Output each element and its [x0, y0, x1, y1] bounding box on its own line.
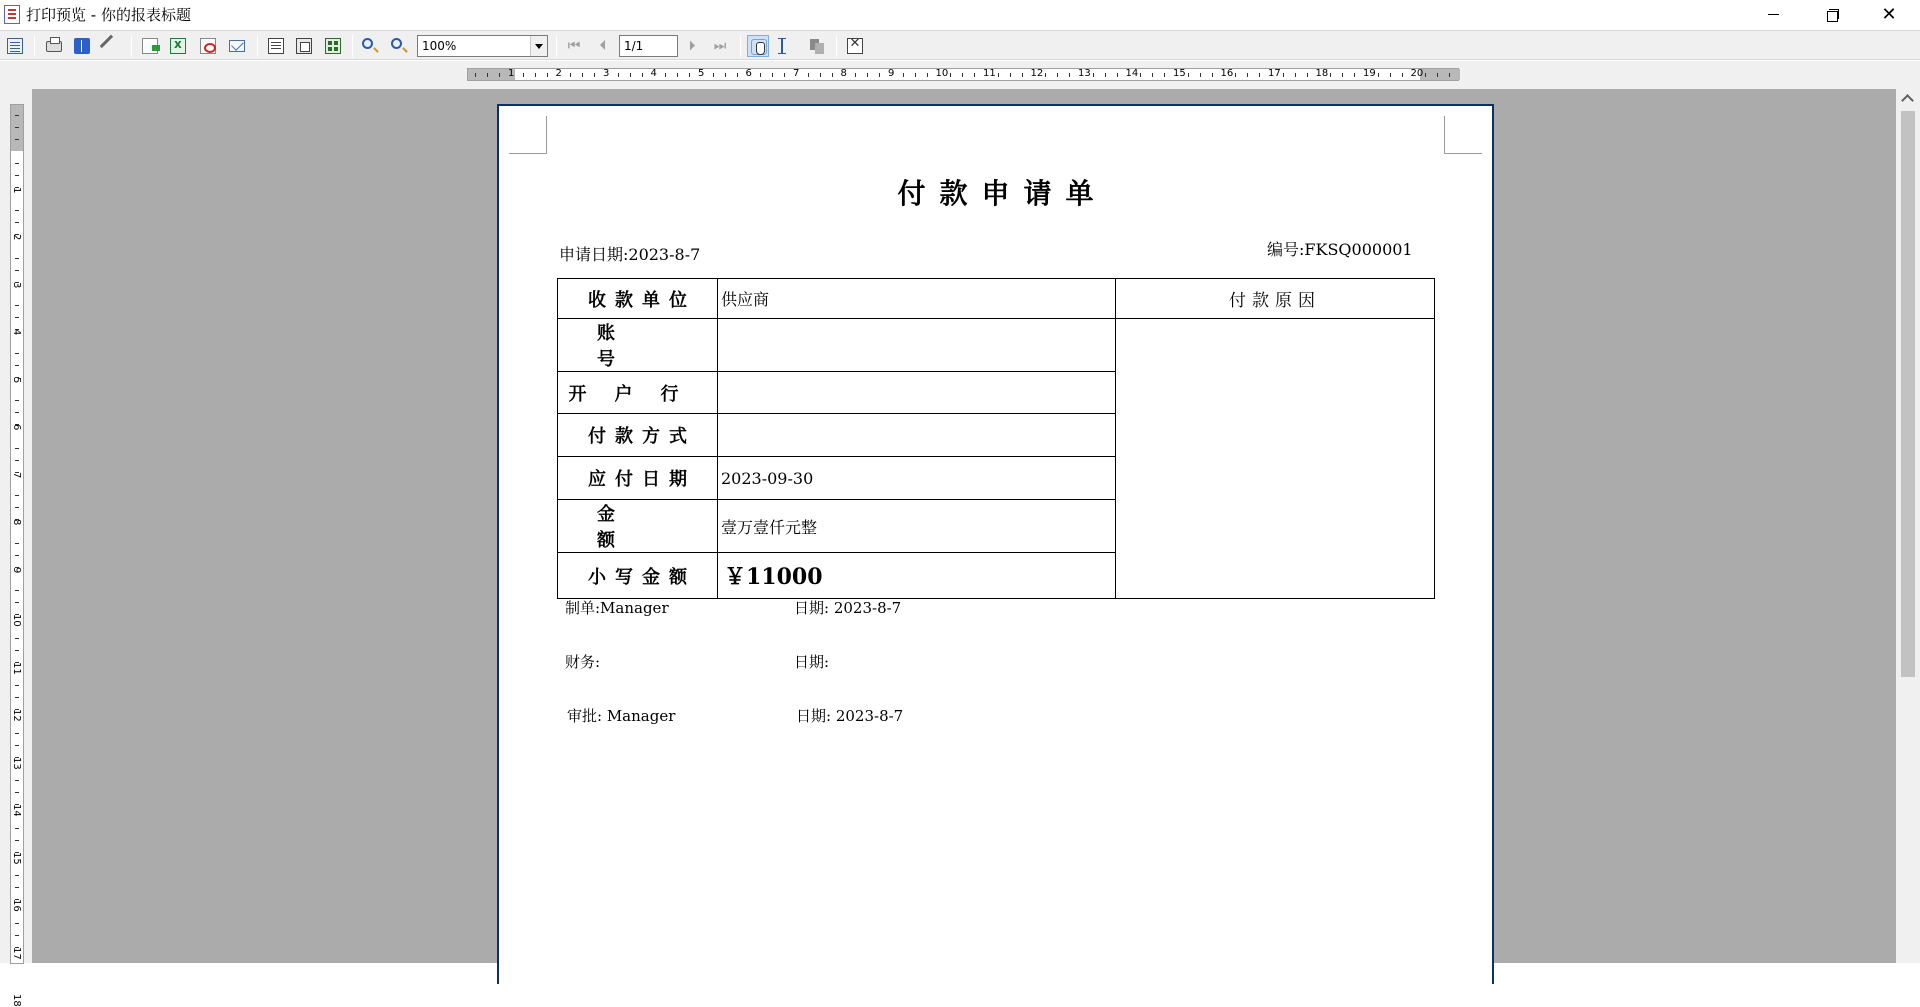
ruler-tick: [1307, 73, 1308, 77]
row-value: 壹万壹仟元整: [718, 500, 1116, 553]
ruler-tick: [1105, 73, 1106, 77]
ruler-tick: [15, 460, 19, 461]
ruler-tick: [594, 73, 595, 77]
ruler-tick: [547, 73, 548, 77]
book-button[interactable]: [71, 35, 93, 57]
book-icon: [74, 38, 90, 54]
ruler-tick: [820, 73, 821, 77]
ruler-label: 4: [11, 329, 22, 336]
copy-icon: [809, 38, 825, 54]
zoom-in-icon: [362, 38, 373, 49]
row-label: 付款方式: [558, 414, 718, 457]
ruler-label: 3: [11, 281, 22, 288]
ruler-label: 7: [11, 471, 22, 478]
vertical-scrollbar[interactable]: [1896, 89, 1920, 963]
zoom-select[interactable]: [417, 35, 548, 57]
ruler-label: 3: [603, 68, 610, 79]
print-icon: [46, 41, 62, 52]
chevron-down-icon[interactable]: [530, 36, 547, 56]
copy-button[interactable]: [806, 35, 828, 57]
ruler-label: 10: [935, 68, 949, 79]
ruler-tick: [15, 745, 19, 746]
single-page-button[interactable]: [265, 35, 287, 57]
ruler-tick: [1093, 73, 1094, 77]
toolbar-separator: [34, 35, 35, 57]
ruler-tick: [15, 685, 19, 686]
ruler-tick: [15, 875, 19, 876]
multi-page-icon: [325, 38, 341, 54]
ruler-tick: [1117, 73, 1118, 77]
toolbar-separator: [131, 35, 132, 57]
ruler-tick: [1235, 73, 1236, 77]
page-view-button[interactable]: [293, 35, 315, 57]
ruler-tick: [713, 73, 714, 77]
text-select-button[interactable]: [778, 35, 800, 57]
ruler-label: 16: [1220, 68, 1234, 79]
ruler-tick: [499, 73, 500, 77]
ruler-tick: [15, 650, 19, 651]
last-page-button[interactable]: [709, 35, 731, 57]
ruler-tick: [1188, 73, 1189, 77]
ruler-label: 9: [11, 566, 22, 573]
zoom-in-button[interactable]: [359, 35, 381, 57]
mail-icon: [229, 40, 245, 52]
report-page: [497, 104, 1494, 984]
ruler-tick: [974, 73, 975, 77]
prev-page-icon: ⏴: [599, 38, 607, 54]
ruler-label: 8: [11, 519, 22, 526]
ruler-tick: [1425, 73, 1426, 77]
ruler-tick: [665, 73, 666, 77]
scroll-up-icon[interactable]: [1901, 92, 1915, 106]
zoom-out-button[interactable]: [388, 35, 410, 57]
ruler-label: 6: [11, 424, 22, 431]
ruler-tick: [15, 555, 19, 556]
toolbar-separator: [352, 35, 353, 57]
excel-icon: [170, 38, 186, 54]
ruler-label: 18: [11, 994, 22, 1007]
ruler-tick: [630, 73, 631, 77]
reason-header: 付款原因: [1116, 279, 1435, 319]
ruler-label: 2: [11, 234, 22, 241]
export-pdf-button[interactable]: [197, 35, 219, 57]
ruler-tick: [725, 73, 726, 77]
ruler-tick: [15, 210, 19, 211]
horizontal-ruler[interactable]: [467, 68, 1459, 81]
next-page-icon: ⏵: [688, 38, 696, 54]
app-icon: [4, 5, 20, 24]
ruler-tick: [535, 73, 536, 77]
finance-date: 日期:: [794, 653, 830, 671]
row-label: 金额: [558, 500, 718, 553]
ruler-tick: [15, 590, 19, 591]
ruler-tick: [1247, 73, 1248, 77]
ruler-tick: [15, 733, 19, 734]
ruler-label: 8: [840, 68, 847, 79]
page-number-input[interactable]: 1/1: [619, 35, 678, 57]
amount-figure: ￥11000: [718, 553, 1116, 599]
ruler-label: 12: [11, 709, 22, 722]
ruler-label: 15: [1173, 68, 1186, 79]
ruler-tick: [15, 258, 19, 259]
maker-signature: 制单:Manager: [565, 599, 669, 617]
ruler-tick: [15, 270, 19, 271]
toolbar-separator: [740, 35, 741, 57]
row-label: 收款单位: [558, 279, 718, 319]
single-page-icon: [268, 38, 284, 54]
ruler-label: 19: [1363, 68, 1376, 79]
ruler-tick: [855, 73, 856, 77]
ruler-tick: [1022, 73, 1023, 77]
close-preview-button[interactable]: [844, 35, 866, 57]
title-bar: [0, 0, 1920, 30]
ruler-tick: [15, 935, 19, 936]
row-value: 供应商: [718, 279, 1116, 319]
page-setup-icon: [7, 38, 23, 54]
ruler-tick: [642, 73, 643, 77]
row-label: 小写金额: [558, 553, 718, 599]
ruler-tick: [867, 73, 868, 77]
ruler-tick: [1378, 73, 1379, 77]
ruler-tick: [832, 73, 833, 77]
first-page-icon: ⏮: [567, 38, 581, 54]
ruler-tick: [1069, 73, 1070, 77]
window-title: 打印预览 - 你的报表标题: [26, 6, 191, 24]
ruler-label: 14: [1125, 68, 1139, 79]
ruler-tick: [15, 543, 19, 544]
page-view-icon: [296, 38, 312, 54]
document-number: 编号:FKSQ000001: [1267, 240, 1413, 259]
ruler-tick: [1010, 73, 1011, 77]
ruler-tick: [1295, 73, 1296, 77]
ruler-label: 5: [698, 68, 705, 79]
ruler-tick: [475, 73, 476, 77]
report-title: 付款申请单: [897, 177, 1108, 210]
ruler-tick: [1449, 73, 1450, 77]
margin-corner-mark: [509, 116, 547, 154]
row-value: [718, 319, 1116, 372]
row-value: [718, 414, 1116, 457]
row-value: 2023-09-30: [718, 457, 1116, 500]
row-label: 账号: [558, 319, 718, 372]
ruler-label: 9: [888, 68, 895, 79]
ruler-tick: [689, 73, 690, 77]
ruler-tick: [1354, 73, 1355, 77]
ruler-label: 17: [11, 946, 22, 960]
ruler-label: 10: [11, 614, 22, 627]
send-mail-button[interactable]: [226, 35, 248, 57]
row-value: [718, 372, 1116, 414]
pdf-icon: [200, 38, 216, 54]
maker-date: 日期: 2023-8-7: [794, 599, 902, 617]
vertical-ruler[interactable]: [10, 104, 24, 1007]
zoom-value: 100%: [422, 39, 457, 53]
ruler-tick: [523, 73, 524, 77]
ruler-tick: [15, 448, 19, 449]
table-row: [558, 319, 1435, 372]
next-page-button[interactable]: [681, 35, 703, 57]
print-button[interactable]: [43, 35, 65, 57]
ruler-tick: [15, 412, 19, 413]
ruler-label: 13: [1078, 68, 1091, 79]
ruler-label: 18: [1315, 68, 1329, 79]
ruler-label: 1: [508, 68, 515, 79]
ruler-tick: [1283, 73, 1284, 77]
approver-date: 日期: 2023-8-7: [796, 707, 904, 725]
ruler-tick: [784, 73, 785, 77]
export-icon: [142, 38, 158, 54]
ruler-label: 5: [11, 376, 22, 383]
ruler-label: 1: [11, 186, 22, 193]
ruler-tick: [1057, 73, 1058, 77]
ruler-tick: [1390, 73, 1391, 77]
toolbar-separator: [257, 35, 258, 57]
ruler-label: 7: [793, 68, 800, 79]
ruler-label: 2: [555, 68, 562, 79]
ruler-tick: [487, 73, 488, 77]
ruler-tick: [15, 697, 19, 698]
last-page-icon: ⏭: [713, 38, 727, 54]
ruler-tick: [1402, 73, 1403, 77]
ruler-tick: [570, 73, 571, 77]
ruler-tick: [15, 365, 19, 366]
ruler-tick: [15, 115, 19, 116]
zoom-out-icon: [391, 38, 402, 49]
ruler-tick: [808, 73, 809, 77]
approver-signature: 审批: Manager: [567, 707, 676, 725]
ruler-tick: [962, 73, 963, 77]
ruler-tick: [15, 507, 19, 508]
prev-page-button[interactable]: [592, 35, 614, 57]
ruler-tick: [15, 923, 19, 924]
toolbar: [0, 30, 1920, 60]
ruler-tick: [15, 163, 19, 164]
ruler-tick: [1259, 73, 1260, 77]
ruler-tick: [15, 317, 19, 318]
ruler-tick: [1342, 73, 1343, 77]
ruler-tick: [15, 139, 19, 140]
restore-button[interactable]: [1802, 0, 1860, 30]
ruler-tick: [1212, 73, 1213, 77]
apply-date: 申请日期:2023-8-7: [559, 245, 701, 264]
close-glyph: ✕: [849, 36, 861, 51]
ruler-label: 15: [11, 851, 22, 865]
ruler-tick: [15, 305, 19, 306]
toolbar-separator: [556, 35, 557, 57]
ruler-label: 6: [745, 68, 752, 79]
multi-page-button[interactable]: [322, 35, 344, 57]
ruler-tick: [879, 73, 880, 77]
margin-corner-mark: [1444, 116, 1482, 154]
ruler-tick: [15, 840, 19, 841]
close-preview-icon: [847, 38, 863, 54]
ruler-tick: [998, 73, 999, 77]
ruler-tick: [1045, 73, 1046, 77]
ruler-label: 20: [1410, 68, 1424, 79]
export-button[interactable]: [139, 35, 161, 57]
ruler-tick: [582, 73, 583, 77]
ruler-label: 17: [1268, 68, 1281, 79]
row-label: 应付日期: [558, 457, 718, 500]
ruler-label: 16: [11, 899, 22, 912]
ruler-tick: [677, 73, 678, 77]
ruler-label: 12: [1030, 68, 1044, 79]
toolbar-separator: [836, 35, 837, 57]
preview-canvas[interactable]: [32, 89, 1896, 963]
ruler-tick: [15, 400, 19, 401]
first-page-button[interactable]: [563, 35, 585, 57]
ruler-tick: [1200, 73, 1201, 77]
ruler-label: 4: [650, 68, 657, 79]
ruler-tick: [1164, 73, 1165, 77]
print-settings-button[interactable]: [100, 35, 122, 57]
ruler-tick: [950, 73, 951, 77]
ruler-tick: [1330, 73, 1331, 77]
page-setup-button[interactable]: [4, 35, 26, 57]
ruler-label: 11: [11, 661, 22, 675]
ruler-tick: [903, 73, 904, 77]
ruler-tick: [927, 73, 928, 77]
scrollbar-thumb[interactable]: [1901, 111, 1915, 677]
table-row: [558, 279, 1435, 319]
text-select-icon: [781, 38, 797, 54]
finance-signature: 财务:: [565, 653, 601, 671]
ruler-tick: [15, 175, 19, 176]
ruler-label: 14: [11, 804, 22, 817]
ruler-tick: [1140, 73, 1141, 77]
ruler-tick: [15, 127, 19, 128]
tools-icon: [100, 35, 123, 58]
ruler-tick: [772, 73, 773, 77]
ruler-tick: [15, 828, 19, 829]
close-icon: ✕: [1881, 4, 1897, 25]
row-label: 开户行: [558, 372, 718, 414]
hand-icon: [751, 39, 767, 55]
ruler-tick: [737, 73, 738, 77]
ruler-tick: [15, 353, 19, 354]
ruler-tick: [915, 73, 916, 77]
minimize-button[interactable]: [1744, 0, 1802, 30]
ruler-tick: [618, 73, 619, 77]
reason-value: [1116, 319, 1435, 599]
ruler-tick: [15, 602, 19, 603]
export-excel-button[interactable]: [167, 35, 189, 57]
close-window-button[interactable]: [1860, 0, 1918, 30]
ruler-tick: [15, 780, 19, 781]
ruler-label: 11: [983, 68, 996, 79]
ruler-tick: [760, 73, 761, 77]
ruler-tick: [15, 495, 19, 496]
hand-tool-button[interactable]: [747, 35, 769, 57]
ruler-label: 13: [11, 756, 22, 770]
ruler-tick: [1152, 73, 1153, 77]
ruler-tick: [1437, 73, 1438, 77]
ruler-tick: [15, 222, 19, 223]
ruler-tick: [15, 792, 19, 793]
payment-table: [557, 278, 1435, 599]
ruler-tick: [15, 638, 19, 639]
ruler-tick: [15, 887, 19, 888]
